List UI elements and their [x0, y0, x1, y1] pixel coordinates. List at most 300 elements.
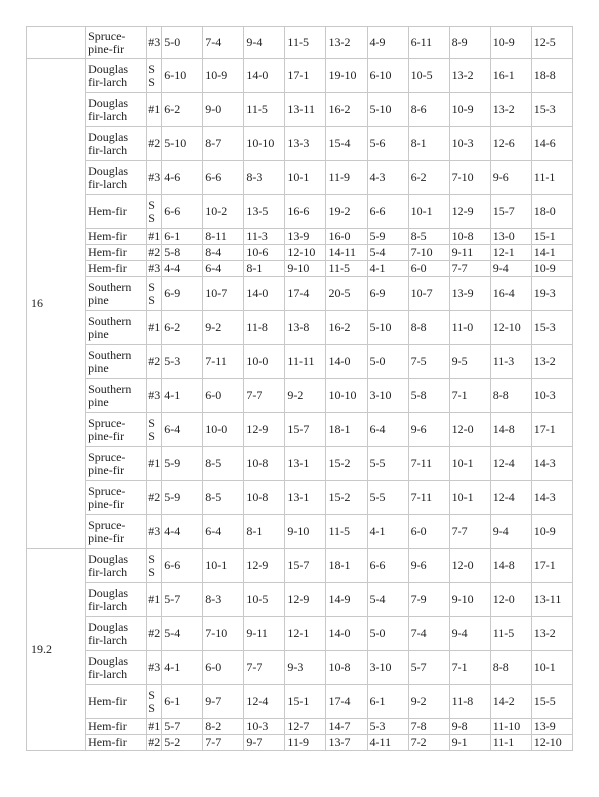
span-value-cell: 9-10 — [449, 583, 490, 617]
span-value-cell: 7-11 — [408, 481, 449, 515]
species-cell: Spruce-pine-fir — [86, 413, 147, 447]
table-row — [27, 261, 573, 277]
span-value-cell: 6-1 — [162, 685, 203, 719]
species-cell: Douglas fir-larch — [86, 93, 147, 127]
span-value-cell: 19-2 — [326, 195, 367, 229]
span-value-cell: 10-3 — [244, 719, 285, 735]
species-cell: Spruce-pine-fir — [86, 27, 147, 59]
span-value-cell: 17-1 — [285, 59, 326, 93]
span-value-cell: 6-6 — [162, 195, 203, 229]
span-value-cell: 8-5 — [203, 447, 244, 481]
span-value-cell: 17-4 — [285, 277, 326, 311]
grade-cell: #1 — [147, 93, 162, 127]
span-value-cell: 13-9 — [449, 277, 490, 311]
species-cell: Spruce-pine-fir — [86, 515, 147, 549]
span-value-cell: 15-1 — [285, 685, 326, 719]
span-value-cell: 5-10 — [367, 311, 408, 345]
span-value-cell: 13-2 — [531, 345, 572, 379]
span-value-cell: 6-2 — [162, 93, 203, 127]
table-row — [27, 583, 573, 617]
table-row — [27, 515, 573, 549]
span-value-cell: 14-0 — [244, 277, 285, 311]
span-value-cell: 11-5 — [244, 93, 285, 127]
table-row — [27, 617, 573, 651]
span-value-cell: 11-5 — [285, 27, 326, 59]
span-value-cell: 9-8 — [449, 719, 490, 735]
grade-cell: #1 — [148, 229, 161, 243]
table-row — [27, 161, 573, 195]
span-value-cell: 10-9 — [490, 27, 531, 59]
grade-cell: S S — [147, 549, 162, 583]
span-value-cell: 5-3 — [162, 345, 203, 379]
span-value-cell: 13-11 — [285, 93, 326, 127]
span-value-cell: 3-10 — [367, 651, 408, 685]
span-value-cell: 12-1 — [285, 617, 326, 651]
span-value-cell: 13-9 — [285, 229, 326, 245]
grade-cell: S S — [147, 277, 162, 311]
span-value-cell: 9-0 — [203, 93, 244, 127]
span-value-cell: 18-1 — [326, 549, 367, 583]
span-value-cell: 5-0 — [367, 617, 408, 651]
span-value-cell: 6-4 — [203, 261, 244, 277]
span-value-cell: 6-0 — [408, 261, 449, 277]
span-value-cell: 10-9 — [449, 93, 490, 127]
span-value-cell: 9-5 — [449, 345, 490, 379]
span-value-cell: 11-5 — [490, 617, 531, 651]
span-value-cell: 12-0 — [449, 413, 490, 447]
span-value-cell: 10-3 — [531, 379, 572, 413]
span-value-cell: 10-9 — [531, 515, 572, 549]
span-value-cell: 15-7 — [490, 195, 531, 229]
span-value-cell: 14-8 — [490, 413, 531, 447]
span-value-cell: 10-1 — [408, 195, 449, 229]
span-value-cell: 8-7 — [203, 127, 244, 161]
span-value-cell: 8-8 — [490, 379, 531, 413]
species-cell: Douglas fir-larch — [86, 549, 147, 583]
species-cell: Southern pine — [86, 277, 147, 311]
span-value-cell: 12-9 — [449, 195, 490, 229]
span-value-cell: 12-9 — [285, 583, 326, 617]
span-value-cell: 5-6 — [367, 127, 408, 161]
species-cell: Spruce-pine-fir — [86, 481, 147, 515]
span-value-cell: 14-0 — [326, 345, 367, 379]
species-cell: Southern pine — [86, 379, 147, 413]
span-value-cell: 4-1 — [367, 515, 408, 549]
species-cell: Douglas fir-larch — [86, 161, 147, 195]
span-value-cell: 6-9 — [367, 277, 408, 311]
span-value-cell: 6-0 — [203, 379, 244, 413]
table-row — [27, 127, 573, 161]
span-value-cell: 11-9 — [285, 735, 326, 751]
species-cell: Douglas fir-larch — [86, 59, 147, 93]
span-value-cell: 11-1 — [531, 161, 572, 195]
span-value-cell: 8-5 — [203, 481, 244, 515]
span-value-cell: 8-9 — [449, 27, 490, 59]
table-row — [27, 447, 573, 481]
span-value-cell: 14-8 — [490, 549, 531, 583]
span-value-cell: 3-10 — [367, 379, 408, 413]
span-value-cell: 8-5 — [408, 229, 449, 245]
grade-cell: S S — [147, 413, 162, 447]
span-value-cell: 4-3 — [367, 161, 408, 195]
grade-cell: S S — [147, 59, 162, 93]
span-value-cell: 9-11 — [244, 617, 285, 651]
span-value-cell: 5-9 — [367, 229, 408, 245]
span-value-cell: 7-11 — [408, 447, 449, 481]
span-value-cell: 12-5 — [531, 27, 572, 59]
grade-cell: #3 — [148, 261, 161, 275]
span-value-cell: 10-5 — [244, 583, 285, 617]
span-value-cell: 15-4 — [326, 127, 367, 161]
span-value-cell: 9-11 — [449, 245, 490, 261]
span-value-cell: 4-9 — [367, 27, 408, 59]
span-value-cell: 9-10 — [285, 261, 326, 277]
span-value-cell: 17-1 — [531, 549, 572, 583]
table-row — [27, 195, 573, 229]
span-value-cell: 12-10 — [490, 311, 531, 345]
span-value-cell: 10-1 — [449, 447, 490, 481]
span-value-cell: 16-6 — [285, 195, 326, 229]
span-value-cell: 4-4 — [162, 515, 203, 549]
span-value-cell: 6-10 — [162, 59, 203, 93]
span-value-cell: 9-4 — [490, 515, 531, 549]
span-value-cell: 9-4 — [449, 617, 490, 651]
span-value-cell: 13-9 — [531, 719, 572, 735]
span-value-cell: 10-10 — [244, 127, 285, 161]
span-value-cell: 8-11 — [203, 229, 244, 245]
span-value-cell: 11-3 — [244, 229, 285, 245]
span-value-cell: 10-9 — [531, 261, 572, 277]
span-value-cell: 8-8 — [408, 311, 449, 345]
species-cell: Douglas fir-larch — [86, 583, 147, 617]
span-value-cell: 4-4 — [162, 261, 203, 277]
span-value-cell: 7-4 — [203, 27, 244, 59]
grade-cell: #2 — [147, 345, 162, 379]
span-value-cell: 5-10 — [162, 127, 203, 161]
table-row — [27, 413, 573, 447]
span-value-cell: 11-5 — [326, 261, 367, 277]
span-value-cell: 7-2 — [408, 735, 449, 751]
span-value-cell: 14-1 — [531, 245, 572, 261]
span-value-cell: 9-2 — [408, 685, 449, 719]
span-value-cell: 14-3 — [531, 481, 572, 515]
species-cell: Hem-fir — [86, 735, 147, 751]
span-value-cell: 7-10 — [408, 245, 449, 261]
span-value-cell: 12-7 — [285, 719, 326, 735]
span-value-cell: 14-11 — [326, 245, 367, 261]
span-value-cell: 19-10 — [326, 59, 367, 93]
span-value-cell: 6-4 — [162, 413, 203, 447]
span-value-cell: 10-9 — [203, 59, 244, 93]
span-value-cell: 8-4 — [203, 245, 244, 261]
table-row — [27, 59, 573, 93]
species-cell: Southern pine — [86, 311, 147, 345]
span-value-cell: 7-7 — [203, 735, 244, 751]
span-value-cell: 7-4 — [408, 617, 449, 651]
species-cell: Southern pine — [86, 345, 147, 379]
span-value-cell: 9-7 — [244, 735, 285, 751]
table-row — [27, 345, 573, 379]
span-value-cell: 7-7 — [244, 379, 285, 413]
span-value-cell: 12-10 — [531, 735, 572, 751]
grade-cell: #1 — [147, 447, 162, 481]
span-value-cell: 10-8 — [326, 651, 367, 685]
span-value-cell: 7-1 — [449, 379, 490, 413]
species-cell: Hem-fir — [86, 719, 147, 735]
span-value-cell: 10-1 — [449, 481, 490, 515]
span-value-cell: 5-4 — [162, 617, 203, 651]
grade-cell: #1 — [147, 583, 162, 617]
span-value-cell: 9-6 — [408, 413, 449, 447]
span-value-cell: 6-11 — [408, 27, 449, 59]
grade-cell: S S — [147, 685, 162, 719]
span-value-cell: 11-5 — [326, 515, 367, 549]
span-value-cell: 10-8 — [244, 481, 285, 515]
span-value-cell: 16-2 — [326, 93, 367, 127]
table-row — [27, 277, 573, 311]
span-value-cell: 10-2 — [203, 195, 244, 229]
span-value-cell: 7-5 — [408, 345, 449, 379]
span-value-cell: 15-3 — [531, 93, 572, 127]
span-value-cell: 13-2 — [326, 27, 367, 59]
span-value-cell: 12-6 — [490, 127, 531, 161]
span-value-cell: 15-1 — [531, 229, 572, 245]
span-value-cell: 10-1 — [285, 161, 326, 195]
span-value-cell: 12-1 — [490, 245, 531, 261]
grade-cell: #3 — [147, 515, 162, 549]
span-value-cell: 13-3 — [285, 127, 326, 161]
span-value-cell: 5-5 — [367, 447, 408, 481]
grade-cell: #2 — [147, 617, 162, 651]
span-value-cell: 6-10 — [367, 59, 408, 93]
span-value-cell: 10-1 — [531, 651, 572, 685]
span-value-cell: 18-8 — [531, 59, 572, 93]
span-value-cell: 17-4 — [326, 685, 367, 719]
span-value-cell: 13-2 — [449, 59, 490, 93]
span-value-cell: 14-3 — [531, 447, 572, 481]
span-value-cell: 9-2 — [203, 311, 244, 345]
span-value-cell: 8-2 — [203, 719, 244, 735]
grade-cell: #3 — [147, 651, 162, 685]
span-value-cell: 13-0 — [490, 229, 531, 245]
table-row — [27, 685, 573, 719]
span-value-cell: 15-2 — [326, 447, 367, 481]
span-value-cell: 12-4 — [244, 685, 285, 719]
span-value-cell: 13-5 — [244, 195, 285, 229]
span-value-cell: 6-2 — [162, 311, 203, 345]
span-value-cell: 5-4 — [367, 245, 408, 261]
span-value-cell: 14-0 — [326, 617, 367, 651]
span-value-cell: 10-7 — [203, 277, 244, 311]
span-value-cell: 13-11 — [531, 583, 572, 617]
span-value-cell: 6-0 — [408, 515, 449, 549]
span-value-cell: 10-1 — [203, 549, 244, 583]
span-value-cell: 8-1 — [244, 261, 285, 277]
span-value-cell: 18-1 — [326, 413, 367, 447]
table-row — [27, 549, 573, 583]
span-value-cell: 20-5 — [326, 277, 367, 311]
span-value-cell: 11-8 — [244, 311, 285, 345]
span-value-cell: 12-0 — [449, 549, 490, 583]
span-value-cell: 7-11 — [203, 345, 244, 379]
span-value-cell: 12-9 — [244, 549, 285, 583]
grade-cell: #3 — [147, 27, 162, 59]
span-value-cell: 6-6 — [367, 195, 408, 229]
span-value-cell: 11-11 — [285, 345, 326, 379]
grade-cell: #2 — [147, 127, 162, 161]
table-row — [27, 735, 573, 751]
span-value-cell: 16-1 — [490, 59, 531, 93]
span-value-cell: 13-1 — [285, 481, 326, 515]
span-value-cell: 12-0 — [490, 583, 531, 617]
span-value-cell: 13-2 — [531, 617, 572, 651]
span-value-cell: 6-4 — [203, 515, 244, 549]
span-value-cell: 5-4 — [367, 583, 408, 617]
species-cell: Hem-fir — [86, 685, 147, 719]
span-value-cell: 15-7 — [285, 549, 326, 583]
span-value-cell: 4-1 — [162, 379, 203, 413]
span-value-cell: 18-0 — [531, 195, 572, 229]
span-value-cell: 6-0 — [203, 651, 244, 685]
span-value-cell: 10-0 — [203, 413, 244, 447]
span-value-cell: 11-9 — [326, 161, 367, 195]
span-value-cell: 6-4 — [367, 413, 408, 447]
span-value-cell: 12-4 — [490, 481, 531, 515]
span-value-cell: 9-6 — [490, 161, 531, 195]
span-value-cell: 14-2 — [490, 685, 531, 719]
span-value-cell: 16-2 — [326, 311, 367, 345]
span-value-cell: 6-6 — [203, 161, 244, 195]
span-value-cell: 4-1 — [367, 261, 408, 277]
grade-cell: #2 — [147, 481, 162, 515]
species-cell: Douglas fir-larch — [86, 127, 147, 161]
span-value-cell: 9-3 — [285, 651, 326, 685]
span-value-cell: 5-3 — [367, 719, 408, 735]
joist-span-table — [26, 26, 573, 751]
table-row — [27, 651, 573, 685]
span-value-cell: 10-7 — [408, 277, 449, 311]
span-value-cell: 11-1 — [490, 735, 531, 751]
span-value-cell: 11-10 — [490, 719, 531, 735]
species-cell: Hem-fir — [86, 245, 147, 261]
span-value-cell: 9-7 — [203, 685, 244, 719]
span-value-cell: 7-1 — [449, 651, 490, 685]
span-value-cell: 10-8 — [449, 229, 490, 245]
span-value-cell: 10-8 — [244, 447, 285, 481]
span-value-cell: 6-2 — [408, 161, 449, 195]
span-value-cell: 5-2 — [162, 735, 203, 751]
span-value-cell: 6-1 — [162, 229, 203, 245]
table-row — [27, 311, 573, 345]
species-cell: Douglas fir-larch — [86, 617, 147, 651]
grade-cell: #3 — [147, 161, 162, 195]
span-value-cell: 7-9 — [408, 583, 449, 617]
span-value-cell: 4-6 — [162, 161, 203, 195]
span-value-cell: 9-2 — [285, 379, 326, 413]
span-value-cell: 5-7 — [408, 651, 449, 685]
span-value-cell: 5-7 — [162, 583, 203, 617]
span-value-cell: 8-8 — [490, 651, 531, 685]
span-value-cell: 13-7 — [326, 735, 367, 751]
span-value-cell: 5-0 — [162, 27, 203, 59]
span-value-cell: 16-4 — [490, 277, 531, 311]
span-value-cell: 6-6 — [162, 549, 203, 583]
joist-spacing-cell — [27, 27, 86, 59]
span-value-cell: 7-8 — [408, 719, 449, 735]
table-row — [27, 719, 573, 735]
span-value-cell: 14-7 — [326, 719, 367, 735]
span-value-cell: 8-3 — [244, 161, 285, 195]
span-value-cell: 10-5 — [408, 59, 449, 93]
span-value-cell: 10-3 — [449, 127, 490, 161]
species-cell: Hem-fir — [86, 195, 147, 229]
table-body — [27, 27, 573, 751]
span-value-cell: 7-10 — [203, 617, 244, 651]
span-value-cell: 13-8 — [285, 311, 326, 345]
span-value-cell: 5-9 — [162, 481, 203, 515]
species-cell: Douglas fir-larch — [86, 651, 147, 685]
span-value-cell: 16-0 — [326, 229, 367, 245]
span-value-cell: 5-0 — [367, 345, 408, 379]
span-value-cell: 6-9 — [162, 277, 203, 311]
table-row — [27, 229, 573, 245]
species-cell: Hem-fir — [86, 229, 147, 245]
grade-cell: S S — [147, 195, 162, 229]
span-value-cell: 11-8 — [449, 685, 490, 719]
span-value-cell: 5-8 — [162, 245, 203, 261]
joist-spacing-cell: 19.2 — [27, 549, 86, 751]
span-value-cell: 12-9 — [244, 413, 285, 447]
table-row — [27, 245, 573, 261]
grade-cell: #1 — [148, 719, 161, 733]
span-value-cell: 10-10 — [326, 379, 367, 413]
span-value-cell: 19-3 — [531, 277, 572, 311]
span-value-cell: 5-5 — [367, 481, 408, 515]
table-row — [27, 379, 573, 413]
span-value-cell: 15-2 — [326, 481, 367, 515]
span-value-cell: 7-10 — [449, 161, 490, 195]
span-value-cell: 5-8 — [408, 379, 449, 413]
table-row — [27, 93, 573, 127]
span-value-cell: 7-7 — [244, 651, 285, 685]
span-value-cell: 10-0 — [244, 345, 285, 379]
span-value-cell: 12-10 — [285, 245, 326, 261]
span-value-cell: 15-5 — [531, 685, 572, 719]
span-value-cell: 8-1 — [408, 127, 449, 161]
span-value-cell: 17-1 — [531, 413, 572, 447]
span-value-cell: 9-4 — [244, 27, 285, 59]
span-value-cell: 6-1 — [367, 685, 408, 719]
span-value-cell: 11-0 — [449, 311, 490, 345]
species-cell: Hem-fir — [86, 261, 147, 277]
span-value-cell: 9-6 — [408, 549, 449, 583]
span-value-cell: 13-2 — [490, 93, 531, 127]
span-value-cell: 7-7 — [449, 515, 490, 549]
span-value-cell: 8-3 — [203, 583, 244, 617]
grade-cell: #3 — [147, 379, 162, 413]
span-value-cell: 10-6 — [244, 245, 285, 261]
grade-cell: #2 — [148, 735, 161, 749]
span-value-cell: 6-6 — [367, 549, 408, 583]
span-value-cell: 15-3 — [531, 311, 572, 345]
span-value-cell: 9-1 — [449, 735, 490, 751]
grade-cell: #2 — [148, 245, 161, 259]
span-value-cell: 14-6 — [531, 127, 572, 161]
span-value-cell: 7-7 — [449, 261, 490, 277]
span-value-cell: 8-6 — [408, 93, 449, 127]
span-value-cell: 15-7 — [285, 413, 326, 447]
span-value-cell: 11-3 — [490, 345, 531, 379]
